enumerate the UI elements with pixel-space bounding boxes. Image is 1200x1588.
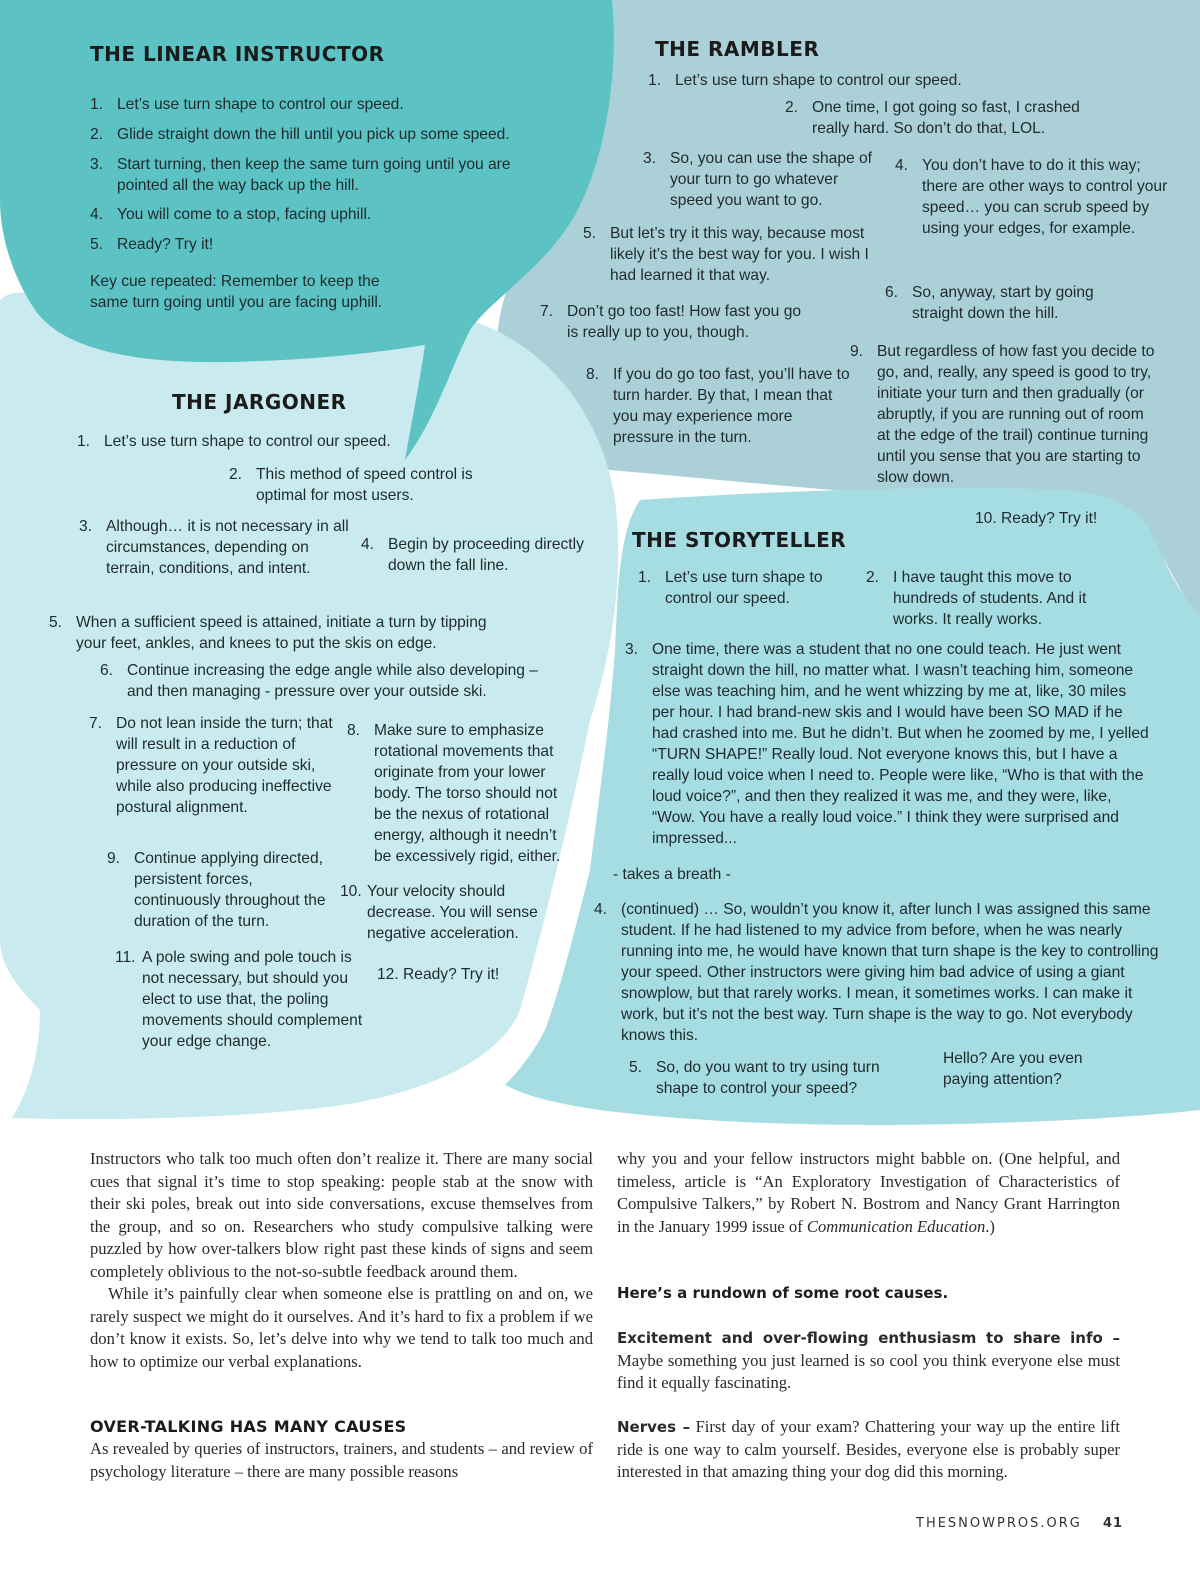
rambler-item-5: 5. But let’s try it this way, because most likely it’s the best way for you. I wish I had learned it that way.: [583, 225, 869, 284]
jargoner-item-11: 11. A pole swing and pole touch is not necessary, but should you elect to use that, the poling movements should complement your edge change.: [115, 949, 363, 1050]
rambler-title: THE RAMBLER: [655, 37, 820, 61]
storyteller-item-4: 4. (continued) … So, wouldn’t you know it, after lunch I was assigned this same student. If he had listened to my advice from before, when he was nearly running into me, he would have known that turn shape is the key to controlling your speed. Other instructors were giving him bad advice of using a giant snowplow, but that rarely works. I mean, it sometimes works. I can make it work, but it’s not the best way. Turn shape is the way to go. Not everybody knows this.: [594, 901, 1159, 1044]
rambler-item-1: 1. Let’s use turn shape to control our speed.: [648, 72, 962, 89]
rambler-item-9: 9. But regardless of how fast you decide to go, and, really, any speed is good to try, initiate your turn and then gradually (or abruptly, if you are running out of room at the edge of the trail) continue turning until you sense that you are starting to slow down.: [850, 343, 1155, 486]
jargoner-item-3: 3. Although… it is not necessary in all circumstances, depending on terrain, conditions, and intent.: [79, 518, 349, 577]
article-paragraph-3: As revealed by queries of instructors, trainers, and students – and review of psychology literature – there are many possible reasons: [90, 1439, 593, 1481]
rambler-item-3: 3. So, you can use the shape of your turn to go whatever speed you want to go.: [643, 150, 872, 209]
storyteller-breath: - takes a breath -: [613, 866, 731, 883]
cause-nerves: Nerves – First day of your exam? Chattering your way up the entire lift ride is one way to calm yourself. Besides, everyone else is probably super interested in that amazing thing your dog did this morning.: [617, 1417, 1120, 1481]
jargoner-item-1: 1. Let’s use turn shape to control our speed.: [77, 433, 391, 450]
linear-item-4: 4. You will come to a stop, facing uphill.: [90, 206, 372, 223]
storyteller-item-2: 2. I have taught this move to hundreds of students. And it works. It really works.: [866, 569, 1087, 628]
article-left-column: [90, 1148, 593, 1373]
jargoner-item-12: 12. Ready? Try it!: [377, 966, 500, 983]
jargoner-item-8: 8. Make sure to emphasize rotational movements that originate from your lower body. The torso should not be the nexus of rotational energy, although it needn’t be excessively rigid, either.: [347, 722, 561, 865]
linear-item-1: 1. Let’s use turn shape to control our speed.: [90, 96, 404, 113]
footer-site: THESNOWPROS.ORG: [916, 1516, 1082, 1531]
rambler-item-2: 2. One time, I got going so fast, I crashed really hard. So don’t do that, LOL.: [785, 99, 1080, 137]
rambler-item-4: 4. You don’t have to do it this way; there are other ways to control your speed… you can scrub speed by using your edges, for example.: [895, 157, 1168, 237]
storyteller-item-3: 3. One time, there was a student that no one could teach. He just went straight down the hill, no matter what. I wasn’t teaching him, someone else was teaching him, and he went whizzing by me at, like, 30 miles per hour. I had brand-new skis and I would have been SO MAD if he had crashed into me. But he didn’t. But when he zoomed by me, I yelled “TURN SHAPE!” Really loud. Not everyone knows this, but I have a really loud voice when I need to. People were like, “Who is that with the loud voice?”, and then they realized it was me, and they were, like, “Wow. You have a really loud voice.” I think they were surprised and impressed...: [625, 641, 1149, 847]
storyteller-item-1: 1. Let’s use turn shape to control our speed.: [638, 569, 823, 607]
linear-item-2: 2. Glide straight down the hill until you pick up some speed.: [90, 126, 510, 143]
jargoner-item-6: 6. Continue increasing the edge angle while also developing – and then managing - pressure over your outside ski.: [100, 662, 538, 700]
rambler-item-6: 6. So, anyway, start by going straight down the hill.: [885, 284, 1094, 322]
jargoner-item-2: 2. This method of speed control is optimal for most users.: [229, 466, 473, 504]
jargoner-item-5: 5. When a sufficient speed is attained, initiate a turn by tipping your feet, ankles, and knees to put the skis on edge.: [49, 614, 487, 652]
linear-key-cue: Key cue repeated: Remember to keep the same turn going until you are facing uphill.: [90, 273, 383, 311]
linear-item-3: 3. Start turning, then keep the same turn going until you are pointed all the way back up the hill.: [90, 156, 511, 194]
rambler-item-7: 7. Don’t go too fast! How fast you go is really up to you, though.: [540, 303, 802, 341]
jargoner-item-7: 7. Do not lean inside the turn; that will result in a reduction of pressure on your outside ski, while also producing ineffective postural alignment.: [89, 715, 333, 816]
page-number: 41: [1103, 1516, 1124, 1531]
storyteller-hello: Hello? Are you even paying attention?: [943, 1050, 1083, 1088]
linear-item-5: 5. Ready? Try it!: [90, 236, 214, 253]
rambler-item-10: 10. Ready? Try it!: [975, 510, 1098, 527]
storyteller-item-5: 5. So, do you want to try using turn shape to control your speed?: [629, 1059, 880, 1097]
cause-excitement: Excitement and over-flowing enthusiasm to share info – Maybe something you just learned is so cool you think everyone else must find it equally fascinating.: [617, 1329, 1120, 1392]
article-paragraph-1: Instructors who talk too much often don’t realize it. There are many social cues that signal it’s time to stop speaking: people stab at the snow with their ski poles, break out into side conversations, excuse themselves from the group, and so on. Researchers who study compulsive talking were puzzled by how over-talkers blow right past these kinds of signs and seem completely oblivious to the not-so-subtle feedback around them.: [90, 1149, 593, 1281]
linear-instructor-title: THE LINEAR INSTRUCTOR: [90, 42, 385, 66]
jargoner-item-4: 4. Begin by proceeding directly down the fall line.: [361, 536, 584, 574]
rundown-heading: Here’s a rundown of some root causes.: [617, 1284, 949, 1302]
article-paragraph-2: While it’s painfully clear when someone else is prattling on and on, we rarely suspect we might do it ourselves. And it’s hard to fix a problem if we don’t know it exists. So, let’s delve into why we tend to talk too much and how to optimize our verbal explanations.: [90, 1284, 593, 1371]
jargoner-title: THE JARGONER: [172, 390, 347, 414]
rambler-item-8: 8. If you do go too fast, you’ll have to turn harder. By that, I mean that you may experience more pressure in the turn.: [586, 366, 850, 446]
section-heading: OVER-TALKING HAS MANY CAUSES: [90, 1417, 407, 1436]
jargoner-item-9: 9. Continue applying directed, persistent forces, continuously throughout the duration of the turn.: [107, 850, 326, 930]
storyteller-title: THE STORYTELLER: [632, 528, 847, 552]
article-paragraph-4: why you and your fellow instructors might babble on. (One helpful, and timeless, article is “An Exploratory Investigation of Characteristics of Compulsive Talkers,” by Robert N. Bostrom and Nancy Grant Harrington in the January 1999 issue of Communication Education.): [617, 1149, 1120, 1236]
jargoner-item-10: 10. Your velocity should decrease. You will sense negative acceleration.: [340, 883, 538, 942]
